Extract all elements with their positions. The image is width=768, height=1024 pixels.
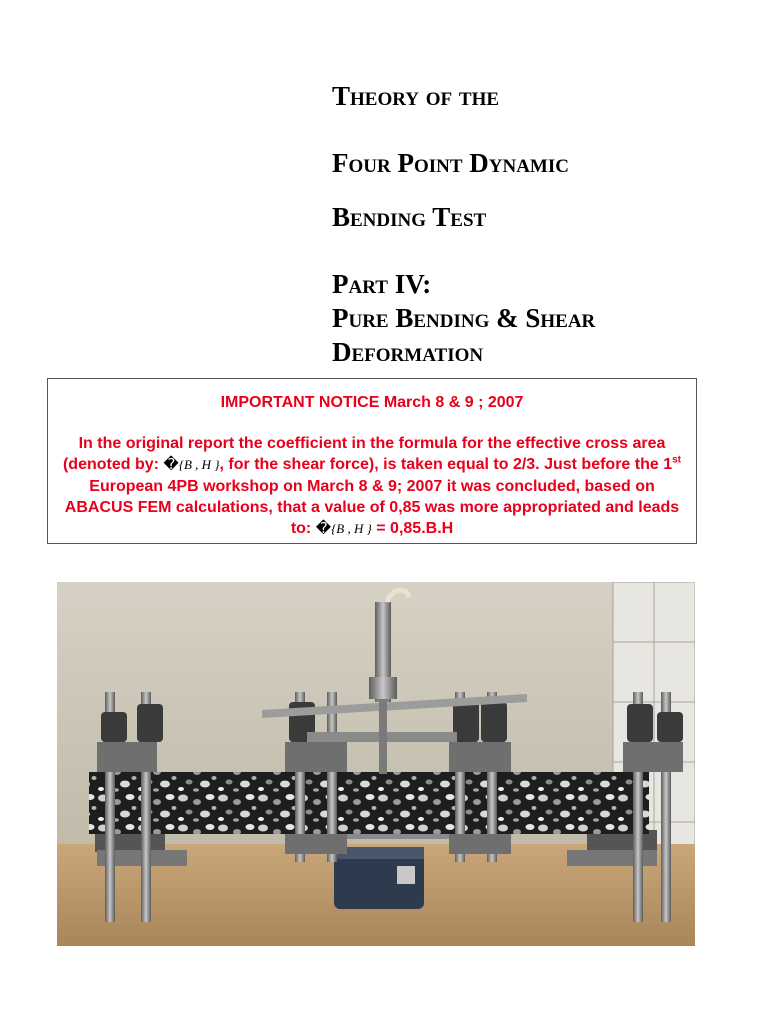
superscript-st: st: [672, 454, 682, 466]
symbol-args-2: {B , H }: [331, 521, 372, 536]
effective-area-symbol-2: [316, 521, 372, 536]
title-line-4: Part IV:: [332, 269, 432, 299]
symbol-args: {B , H }: [178, 457, 220, 472]
title-line-3: Bending Test: [332, 202, 487, 232]
photo-actuator: [334, 847, 424, 909]
title-line-5: Pure Bending & Shear: [332, 303, 596, 333]
title-line-1: Theory of the: [332, 81, 500, 111]
symbol-glyph-2: �: [315, 521, 332, 537]
notice-heading: IMPORTANT NOTICE March 8 & 9 ; 2007: [220, 394, 524, 411]
effective-area-symbol: [163, 457, 219, 472]
symbol-glyph: �: [163, 457, 179, 473]
title-line-6: Deformation: [332, 337, 484, 367]
apparatus-photo-drawing: [57, 582, 695, 946]
notice-text-1: In the original report the coefficient in the formula for the effective cross area (denoted by:: [62, 435, 666, 473]
important-notice-box: [47, 378, 697, 544]
title-line-2: Four Point Dynamic: [332, 148, 569, 178]
notice-text-2: , for the shear force), is taken equal to 2/3. Just before the 1: [219, 456, 673, 473]
notice-text-4: = 0,85.B.H: [371, 520, 454, 537]
notice-body: [60, 433, 684, 540]
apparatus-photo: [57, 582, 695, 946]
notice-text-3: European 4PB workshop on March 8 & 9; 2007 it was concluded, based on ABACUS FEM calculations, that a value of 0,85 was more appropriated and leads to:: [64, 478, 680, 537]
photo-asphalt-beam: [89, 772, 649, 834]
